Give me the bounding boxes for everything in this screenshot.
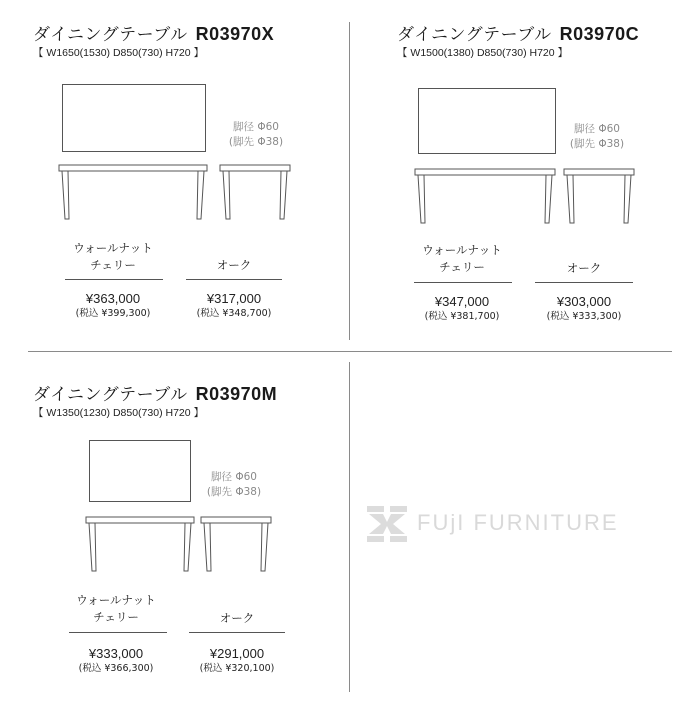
finish-oak bbox=[535, 260, 633, 277]
price-walnut-cherry bbox=[66, 645, 166, 675]
price-walnut-cherry bbox=[412, 293, 512, 323]
product-code: R03970C bbox=[559, 24, 640, 44]
price-value: ¥317,000 bbox=[206, 291, 262, 306]
leg-tip-label: (脚先 Φ38) bbox=[228, 136, 284, 148]
product-dimensions: 【 W1650(1530) D850(730) H720 】 bbox=[33, 47, 205, 59]
product-name: ダイニングテーブル bbox=[33, 25, 188, 45]
finish-rule bbox=[414, 282, 512, 283]
finish-oak bbox=[188, 610, 286, 627]
finish-rule bbox=[535, 282, 633, 283]
product-dimensions: 【 W1350(1230) D850(730) H720 】 bbox=[33, 407, 205, 419]
product-title bbox=[397, 20, 639, 45]
product-name: ダイニングテーブル bbox=[397, 25, 552, 45]
leg-diameter-note bbox=[221, 120, 291, 150]
table-front-elevation bbox=[415, 169, 555, 225]
price-value: ¥347,000 bbox=[434, 294, 490, 309]
product-title bbox=[33, 20, 274, 45]
finish-walnut-label: ウォールナット bbox=[73, 241, 153, 255]
finish-walnut-cherry bbox=[63, 240, 163, 274]
horizontal-divider bbox=[28, 351, 672, 352]
finish-cherry-label: チェリー bbox=[439, 260, 485, 274]
finish-oak-label: オーク bbox=[216, 258, 252, 272]
price-tax-included: (税込 ¥333,300) bbox=[546, 311, 622, 322]
price-walnut-cherry bbox=[63, 290, 163, 320]
leg-diameter-note bbox=[199, 470, 269, 500]
leg-tip-label: (脚先 Φ38) bbox=[569, 138, 625, 150]
table-side-elevation bbox=[564, 169, 634, 225]
product-panel-r03970c bbox=[397, 20, 700, 350]
table-top-view bbox=[418, 88, 556, 154]
price-tax-included: (税込 ¥366,300) bbox=[78, 663, 154, 674]
product-code: R03970X bbox=[195, 24, 275, 44]
finish-oak-label: オーク bbox=[566, 261, 602, 275]
leg-diameter-label: 脚径 Φ60 bbox=[233, 121, 279, 133]
price-oak bbox=[184, 290, 284, 320]
price-tax-included: (税込 ¥399,300) bbox=[75, 308, 151, 319]
fuji-furniture-logo-icon bbox=[365, 504, 409, 544]
table-side-elevation bbox=[201, 517, 271, 573]
price-oak bbox=[187, 645, 287, 675]
finish-oak bbox=[185, 257, 283, 274]
price-value: ¥303,000 bbox=[556, 294, 612, 309]
product-name: ダイニングテーブル bbox=[33, 385, 188, 405]
price-tax-included: (税込 ¥348,700) bbox=[196, 308, 272, 319]
price-tax-included: (税込 ¥381,700) bbox=[424, 311, 500, 322]
price-oak bbox=[534, 293, 634, 323]
price-tax-included: (税込 ¥320,100) bbox=[199, 663, 275, 674]
leg-diameter-note bbox=[562, 122, 632, 152]
product-title bbox=[33, 380, 277, 405]
table-front-elevation bbox=[59, 165, 207, 221]
fuji-furniture-logo bbox=[365, 504, 685, 544]
finish-rule bbox=[69, 632, 167, 633]
leg-tip-label: (脚先 Φ38) bbox=[206, 486, 262, 498]
finish-walnut-cherry bbox=[66, 592, 166, 626]
table-side-elevation bbox=[220, 165, 290, 221]
finish-walnut-label: ウォールナット bbox=[76, 593, 156, 607]
finish-cherry-label: チェリー bbox=[93, 610, 139, 624]
logo-wordmark: FUjI FURNITURE bbox=[417, 510, 619, 535]
product-code: R03970M bbox=[195, 384, 278, 404]
finish-rule bbox=[189, 632, 285, 633]
price-value: ¥333,000 bbox=[88, 646, 144, 661]
finish-walnut-label: ウォールナット bbox=[422, 243, 502, 257]
price-value: ¥363,000 bbox=[85, 291, 141, 306]
table-top-view bbox=[89, 440, 191, 502]
table-front-elevation bbox=[86, 517, 194, 573]
product-panel-r03970m bbox=[33, 380, 353, 710]
finish-rule bbox=[186, 279, 282, 280]
finish-cherry-label: チェリー bbox=[90, 258, 136, 272]
leg-diameter-label: 脚径 Φ60 bbox=[574, 123, 620, 135]
finish-rule bbox=[65, 279, 163, 280]
product-panel-r03970x bbox=[33, 20, 353, 350]
table-top-view bbox=[62, 84, 206, 152]
price-value: ¥291,000 bbox=[209, 646, 265, 661]
product-dimensions: 【 W1500(1380) D850(730) H720 】 bbox=[397, 47, 569, 59]
leg-diameter-label: 脚径 Φ60 bbox=[211, 471, 257, 483]
finish-walnut-cherry bbox=[412, 242, 512, 276]
finish-oak-label: オーク bbox=[219, 611, 255, 625]
